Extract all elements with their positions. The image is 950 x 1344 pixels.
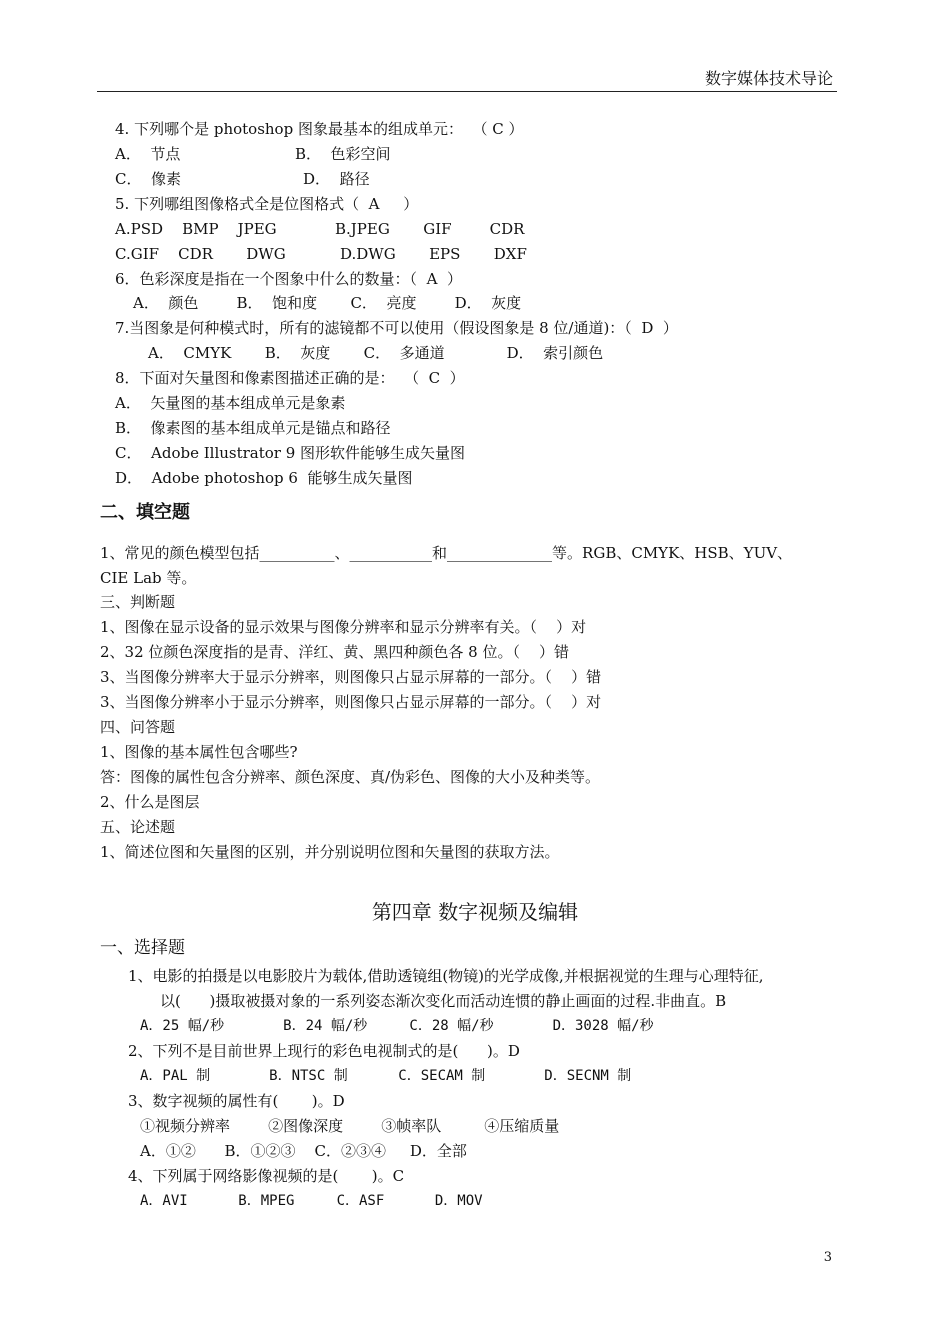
q4-option-c: C． 像素 bbox=[115, 170, 182, 188]
ch4-choice-heading: 一、选择题 bbox=[100, 938, 185, 958]
q5-option-d: D.DWG EPS DXF bbox=[340, 245, 527, 263]
q6-stem: 6．色彩深度是指在一个图象中什么的数量：（ A ） bbox=[115, 270, 462, 288]
ch4-q3-options: A．①② B．①②③ C．②③④ D．全部 bbox=[140, 1142, 467, 1160]
judge-item: 3、当图像分辨率大于显示分辨率，则图像只占显示屏幕的一部分。（ ）错 bbox=[100, 668, 602, 686]
ch4-q4-stem: 4、下列属于网络影像视频的是( )。C bbox=[128, 1167, 405, 1185]
q8-option-d: D． Adobe photoshop 6 能够生成矢量图 bbox=[115, 469, 413, 487]
ch4-q1-line1: 1、电影的拍摄是以电影胶片为载体,借助透镜组(物镜)的光学成像,并根据视觉的生理与心理特征, bbox=[128, 967, 764, 985]
ch4-q1-options: A．25 幅/秒 B．24 幅/秒 C．28 幅/秒 D．3028 幅/秒 bbox=[140, 1018, 654, 1034]
q4-option-d: D． 路径 bbox=[303, 170, 370, 188]
q6-options: A． 颜色 B． 饱和度 C． 亮度 D． 灰度 bbox=[133, 294, 522, 312]
q4-option-a: A． 节点 bbox=[115, 145, 181, 163]
q8-option-c: C． Adobe Illustrator 9 图形软件能够生成矢量图 bbox=[115, 444, 466, 462]
page-number: 3 bbox=[823, 1250, 832, 1265]
ch4-q2-options: A．PAL 制 B．NTSC 制 C．SECAM 制 D．SECNM 制 bbox=[140, 1068, 632, 1084]
q8-stem: 8．下面对矢量图和像素图描述正确的是： （ C ） bbox=[115, 369, 465, 387]
fill-q1-line2: CIE Lab 等。 bbox=[100, 569, 197, 587]
essay-question-1: 1、简述位图和矢量图的区别，并分别说明位图和矢量图的获取方法。 bbox=[100, 843, 560, 861]
q7-options: A． CMYK B． 灰度 C． 多通道 D． 索引颜色 bbox=[148, 344, 604, 362]
ch4-q3-items: ①视频分辨率 ②图像深度 ③帧率队 ④压缩质量 bbox=[140, 1117, 560, 1135]
chapter-title: 第四章 数字视频及编辑 bbox=[371, 900, 579, 924]
fill-heading: 二、填空题 bbox=[100, 502, 190, 523]
header-title: 数字媒体技术导论 bbox=[704, 69, 833, 88]
judge-item: 1、图像在显示设备的显示效果与图像分辨率和显示分辨率有关。（ ）对 bbox=[100, 618, 587, 636]
essay-heading: 五、论述题 bbox=[100, 818, 176, 836]
q5-option-a: A.PSD BMP JPEG bbox=[115, 220, 277, 238]
fill-q1-line1: 1、常见的颜色模型包括__________、___________和______________等。RGB、CMYK、HSB、YUV、 bbox=[100, 544, 793, 562]
q5-option-c: C.GIF CDR DWG bbox=[115, 245, 286, 263]
qa-question-2: 2、什么是图层 bbox=[100, 793, 200, 811]
ch4-q1-line2: 以( )摄取被摄对象的一系列姿态渐次变化而活动连惯的静止画面的过程.非曲直。B bbox=[160, 992, 727, 1010]
judge-item: 2、32 位颜色深度指的是青、洋红、黄、黑四种颜色各 8 位。（ ）错 bbox=[100, 643, 570, 661]
qa-answer-1: 答：图像的属性包含分辨率、颜色深度、真/伪彩色、图像的大小及种类等。 bbox=[100, 768, 601, 786]
ch4-q2-stem: 2、下列不是目前世界上现行的彩色电视制式的是( )。D bbox=[128, 1042, 520, 1060]
qa-heading: 四、问答题 bbox=[100, 718, 176, 736]
q5-stem: 5. 下列哪组图像格式全是位图格式（ A ） bbox=[115, 195, 419, 213]
qa-question-1: 1、图像的基本属性包含哪些? bbox=[100, 743, 298, 761]
q8-option-b: B． 像素图的基本组成单元是锚点和路径 bbox=[115, 419, 391, 437]
q4-stem: 4. 下列哪个是 photoshop 图象最基本的组成单元： （ C ） bbox=[115, 120, 524, 138]
q4-option-b: B． 色彩空间 bbox=[295, 145, 391, 163]
q8-option-a: A． 矢量图的基本组成单元是象素 bbox=[115, 394, 346, 412]
ch4-q4-options: A．AVI B．MPEG C．ASF D．MOV bbox=[140, 1193, 483, 1209]
q7-stem: 7.当图象是何种模式时，所有的滤镜都不可以使用（假设图象是 8 位/通道)：（ D ） bbox=[115, 319, 678, 337]
ch4-q3-stem: 3、数字视频的属性有( )。D bbox=[128, 1092, 345, 1110]
judge-item: 3、当图像分辨率小于显示分辨率，则图像只占显示屏幕的一部分。（ ）对 bbox=[100, 693, 602, 711]
header-rule bbox=[97, 91, 837, 92]
judge-heading: 三、判断题 bbox=[100, 593, 176, 611]
q5-option-b: B.JPEG GIF CDR bbox=[335, 220, 525, 238]
